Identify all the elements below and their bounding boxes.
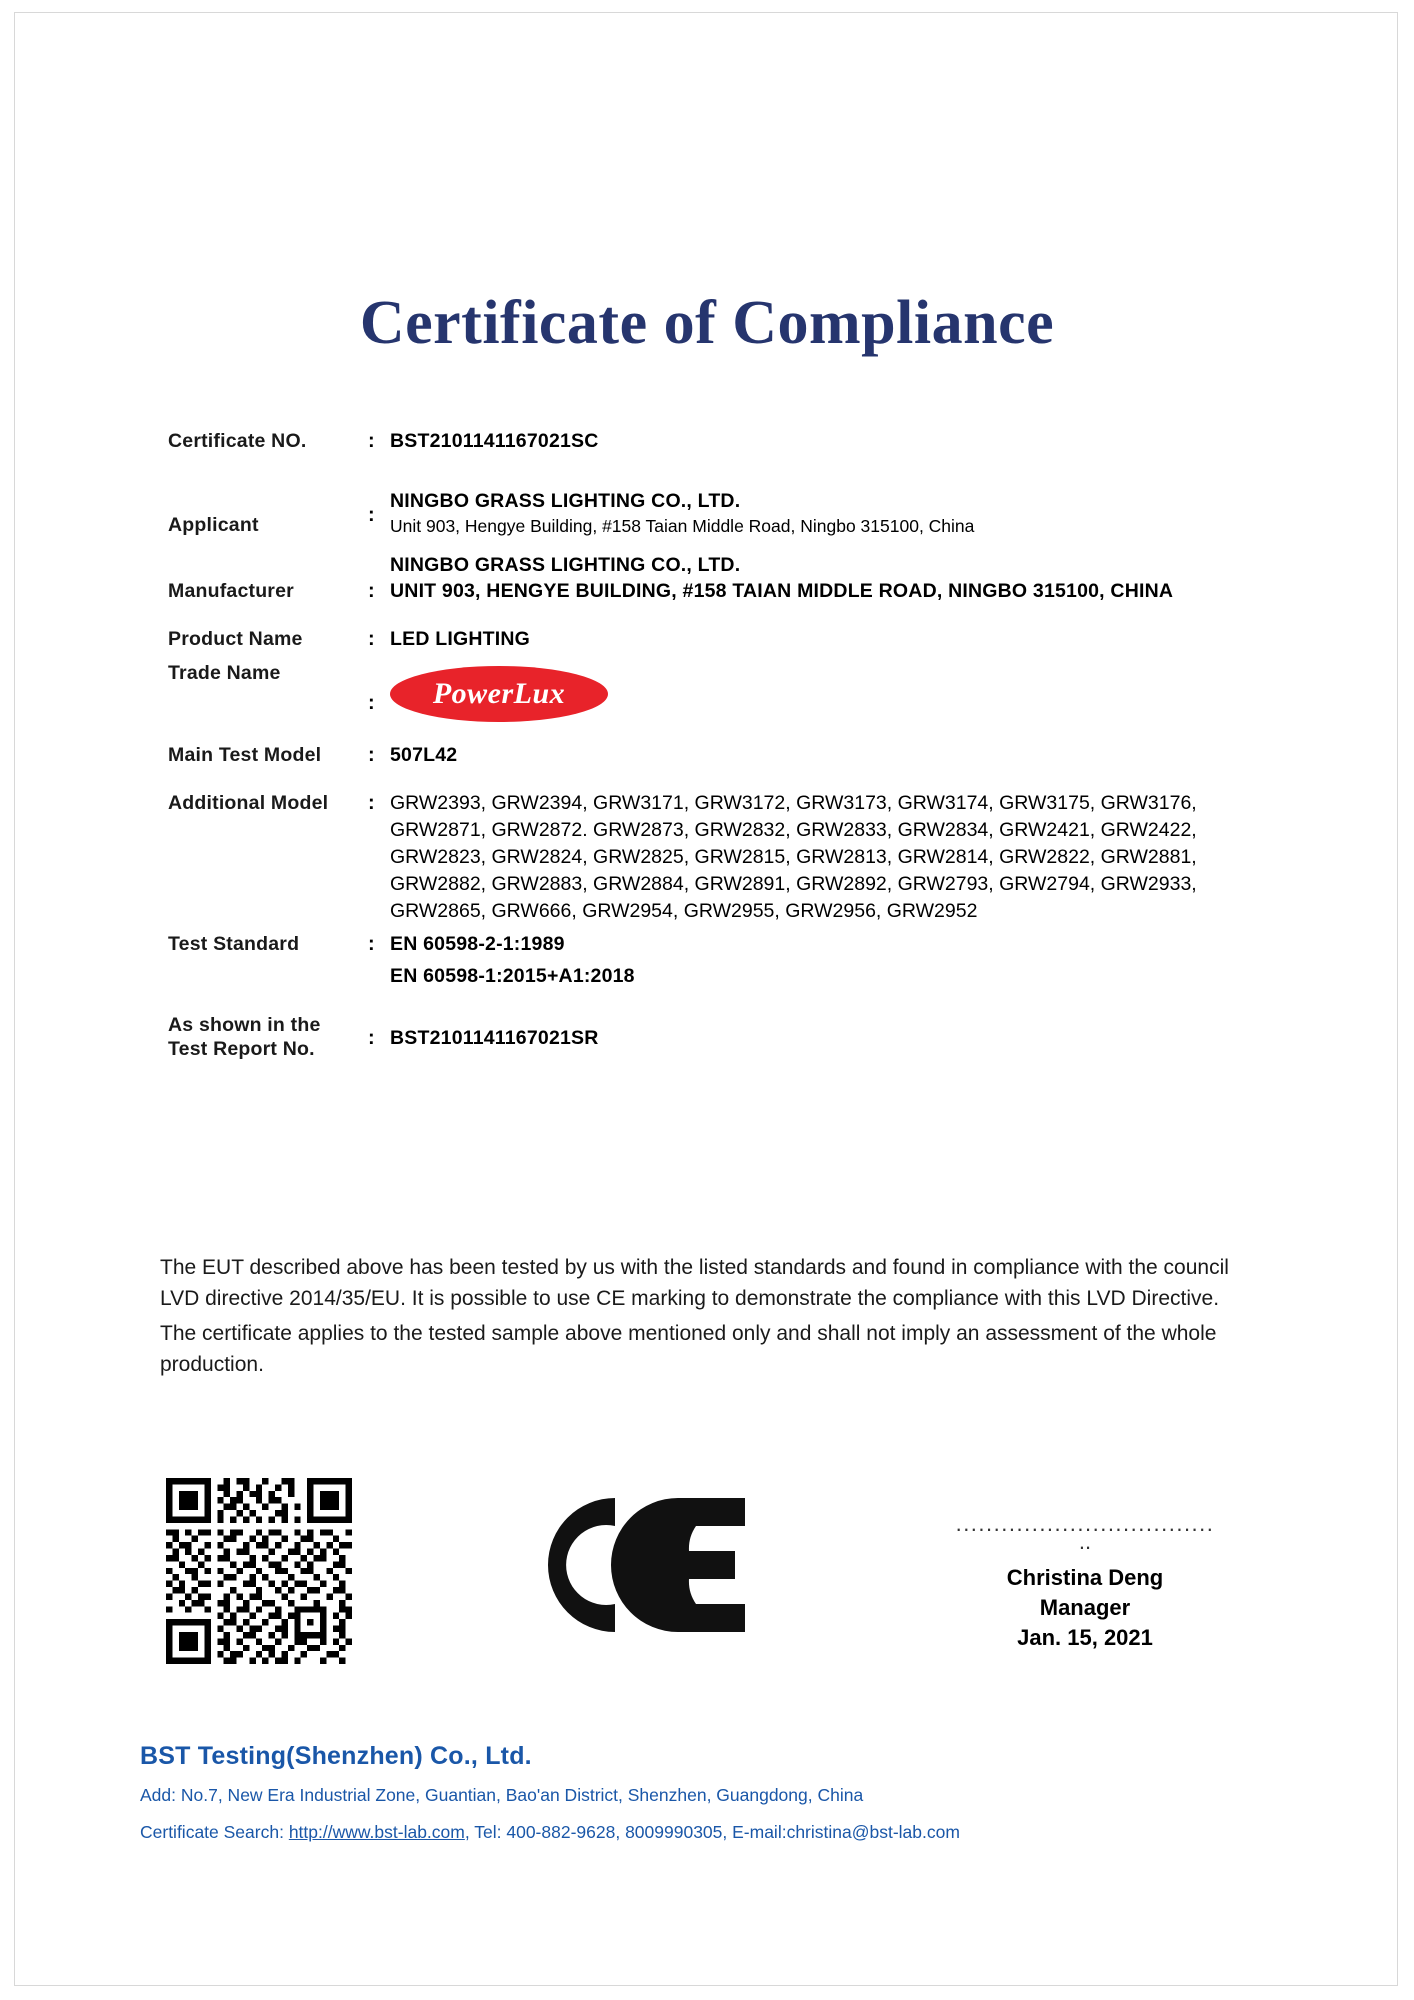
compliance-paragraph-1: The EUT described above has been tested by us with the listed standards and found in compliance with the council LVD directive 2014/35/EU. It is possible to use CE marking to demonstrate the compliance with this LVD Directive. (160, 1256, 1229, 1310)
signature-block (930, 1515, 1240, 1653)
footer (140, 1742, 1300, 1843)
signer-name: Christina Deng (1006, 1565, 1164, 1590)
field-label: Test Standard (168, 933, 300, 955)
field-value-group (390, 660, 1268, 722)
powerlux-logo-text: PowerLux (390, 666, 608, 722)
signature-line: .................................. (955, 1515, 1215, 1533)
applicant-address: Unit 903, Hengye Building, #158 Taian Middle Road, Ningbo 315100, China (390, 516, 975, 536)
applicant-name: NINGBO GRASS LIGHTING CO., LTD. (390, 490, 741, 512)
test-standard-1: EN 60598-2-1:1989 (390, 933, 565, 955)
field-label-line2: Test Report No. (168, 1038, 315, 1060)
field-label: Applicant (168, 514, 259, 536)
footer-search-url[interactable]: http://www.bst-lab.com (288, 1822, 465, 1842)
field-label: Additional Model (168, 792, 329, 814)
footer-search-suffix: , Tel: 400-882-9628, 8009990305, E-mail:christina@bst-lab.com (464, 1822, 960, 1842)
field-colon: : (368, 504, 375, 526)
signature-line-2: .. (1078, 1529, 1092, 1554)
field-row-test-report-no (168, 1013, 1268, 1061)
field-row-certificate-no (168, 428, 1268, 454)
test-standard-2: EN 60598-1:2015+A1:2018 (390, 965, 635, 987)
field-label-group (168, 1013, 368, 1061)
field-colon: : (368, 744, 375, 766)
field-row-test-standard (168, 931, 1268, 989)
field-colon: : (368, 628, 375, 650)
field-value: BST2101141167021SC (390, 430, 599, 452)
field-value: GRW2393, GRW2394, GRW3171, GRW3172, GRW3173, GRW3174, GRW3175, GRW3176, GRW2871, GRW2872. GRW2873, GRW2832, GRW2833, GRW2834, GRW2421, GRW2422, GRW2823, GRW2824, GRW2825, GRW2815, GRW2813, GRW2814, GRW2822, GRW2881, GRW2882, GRW2883, GRW2884, GRW2891, GRW2892, GRW2793, GRW2794, GRW2933, GRW2865, GRW666, GRW2954, GRW2955, GRW2956, GRW2952 (390, 792, 1197, 922)
footer-company-name: BST Testing(Shenzhen) Co., Ltd. (140, 1742, 532, 1770)
field-row-manufacturer (168, 552, 1268, 604)
field-value: BST2101141167021SR (390, 1027, 599, 1049)
footer-search-line (140, 1822, 1300, 1843)
field-label: Trade Name (168, 662, 281, 684)
field-row-main-test-model (168, 742, 1268, 768)
field-value-group (390, 488, 1268, 538)
field-colon: : (368, 792, 375, 814)
field-colon: : (368, 933, 375, 955)
field-colon: : (368, 430, 375, 452)
field-value: LED LIGHTING (390, 628, 530, 650)
ce-mark-icon (520, 1480, 750, 1650)
footer-address: Add: No.7, New Era Industrial Zone, Guantian, Bao'an District, Shenzhen, Guangdong, China (140, 1785, 864, 1805)
field-row-trade-name (168, 660, 1268, 722)
field-label: Main Test Model (168, 744, 322, 766)
field-row-applicant (168, 488, 1268, 538)
field-colon: : (368, 692, 375, 714)
body-text (160, 1252, 1260, 1384)
brand-logo (390, 666, 1268, 722)
manufacturer-name: NINGBO GRASS LIGHTING CO., LTD. (390, 554, 741, 576)
field-value-group (390, 931, 1268, 989)
certificate-fields (168, 428, 1268, 1061)
field-label: Manufacturer (168, 580, 294, 602)
manufacturer-address: UNIT 903, HENGYE BUILDING, #158 TAIAN MIDDLE ROAD, NINGBO 315100, CHINA (390, 580, 1174, 602)
signer-role: Manager (1039, 1595, 1131, 1620)
footer-search-prefix: Certificate Search: (140, 1822, 289, 1842)
field-colon: : (368, 1027, 375, 1049)
field-label-line1: As shown in the (168, 1014, 321, 1036)
field-label: Certificate NO. (168, 430, 307, 452)
field-label: Product Name (168, 628, 303, 650)
field-row-additional-model (168, 790, 1268, 925)
field-value: 507L42 (390, 744, 458, 766)
field-value-group (390, 552, 1268, 604)
page-title: Certificate of Compliance (359, 289, 1055, 357)
compliance-paragraph-2: The certificate applies to the tested sample above mentioned only and shall not imply an assessment of the whole production. (160, 1322, 1217, 1376)
field-colon: : (368, 580, 375, 602)
field-row-product-name (168, 626, 1268, 652)
qr-code (166, 1478, 352, 1664)
signature-date: Jan. 15, 2021 (1017, 1625, 1153, 1650)
